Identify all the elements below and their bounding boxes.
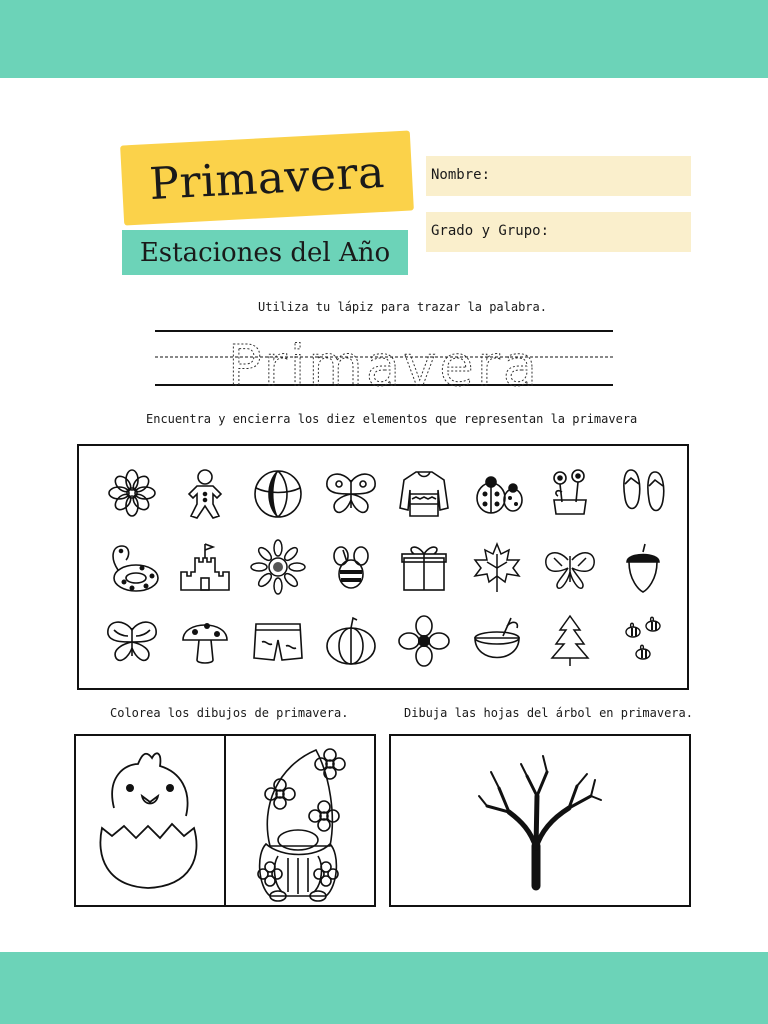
draw-instruction: Dibuja las hojas del árbol en primavera. bbox=[404, 706, 693, 720]
top-band bbox=[0, 0, 768, 78]
coconut-drink-icon[interactable] bbox=[467, 612, 527, 670]
maple-leaf-icon[interactable] bbox=[467, 538, 527, 596]
flower-pot-icon[interactable] bbox=[540, 464, 600, 522]
daisy-icon[interactable] bbox=[394, 612, 454, 670]
trace-instruction: Utiliza tu lápiz para trazar la palabra. bbox=[258, 300, 547, 314]
subtitle-banner bbox=[122, 230, 408, 275]
butterfly-icon[interactable] bbox=[102, 612, 162, 670]
swim-shorts-icon[interactable] bbox=[248, 612, 308, 670]
bee-icon[interactable] bbox=[321, 538, 381, 596]
gingerbread-icon[interactable] bbox=[175, 464, 235, 522]
name-field[interactable] bbox=[426, 156, 691, 196]
mushroom-icon[interactable] bbox=[175, 612, 235, 670]
gift-box-icon[interactable] bbox=[394, 538, 454, 596]
butterfly-icon[interactable] bbox=[321, 464, 381, 522]
acorn-icon[interactable] bbox=[613, 538, 673, 596]
page-title: Primavera bbox=[148, 146, 386, 210]
flower-icon[interactable] bbox=[102, 464, 162, 522]
bottom-band bbox=[0, 952, 768, 1024]
find-elements-box bbox=[77, 444, 689, 690]
pool-float-icon[interactable] bbox=[102, 538, 162, 596]
page-subtitle: Estaciones del Año bbox=[139, 237, 391, 268]
bees-icon[interactable] bbox=[613, 612, 673, 670]
sandcastle-icon[interactable] bbox=[175, 538, 235, 596]
chick-in-egg-drawing bbox=[76, 736, 224, 905]
title-banner bbox=[120, 130, 414, 225]
grade-group-label: Grado y Grupo: bbox=[431, 223, 550, 239]
find-instruction: Encuentra y encierra los diez elementos que representan la primavera bbox=[146, 412, 638, 426]
ladybugs-icon[interactable] bbox=[467, 464, 527, 522]
flip-flops-icon[interactable] bbox=[613, 464, 673, 522]
pumpkin-icon[interactable] bbox=[321, 612, 381, 670]
chick-coloring-box[interactable] bbox=[74, 734, 226, 907]
sweater-icon[interactable] bbox=[394, 464, 454, 522]
name-label: Nombre: bbox=[431, 167, 491, 183]
gnome-drawing bbox=[226, 736, 374, 905]
sunflower-icon[interactable] bbox=[248, 538, 308, 596]
grade-group-field[interactable] bbox=[426, 212, 691, 252]
bare-tree-drawing bbox=[391, 736, 689, 905]
tree-drawing-box[interactable] bbox=[389, 734, 691, 907]
gnome-coloring-box[interactable] bbox=[224, 734, 376, 907]
trace-area[interactable] bbox=[155, 327, 613, 393]
beach-ball-icon[interactable] bbox=[248, 464, 308, 522]
trace-word: Primavera bbox=[227, 334, 541, 393]
color-instruction: Colorea los dibujos de primavera. bbox=[110, 706, 349, 720]
pine-tree-icon[interactable] bbox=[540, 612, 600, 670]
moth-icon[interactable] bbox=[540, 538, 600, 596]
